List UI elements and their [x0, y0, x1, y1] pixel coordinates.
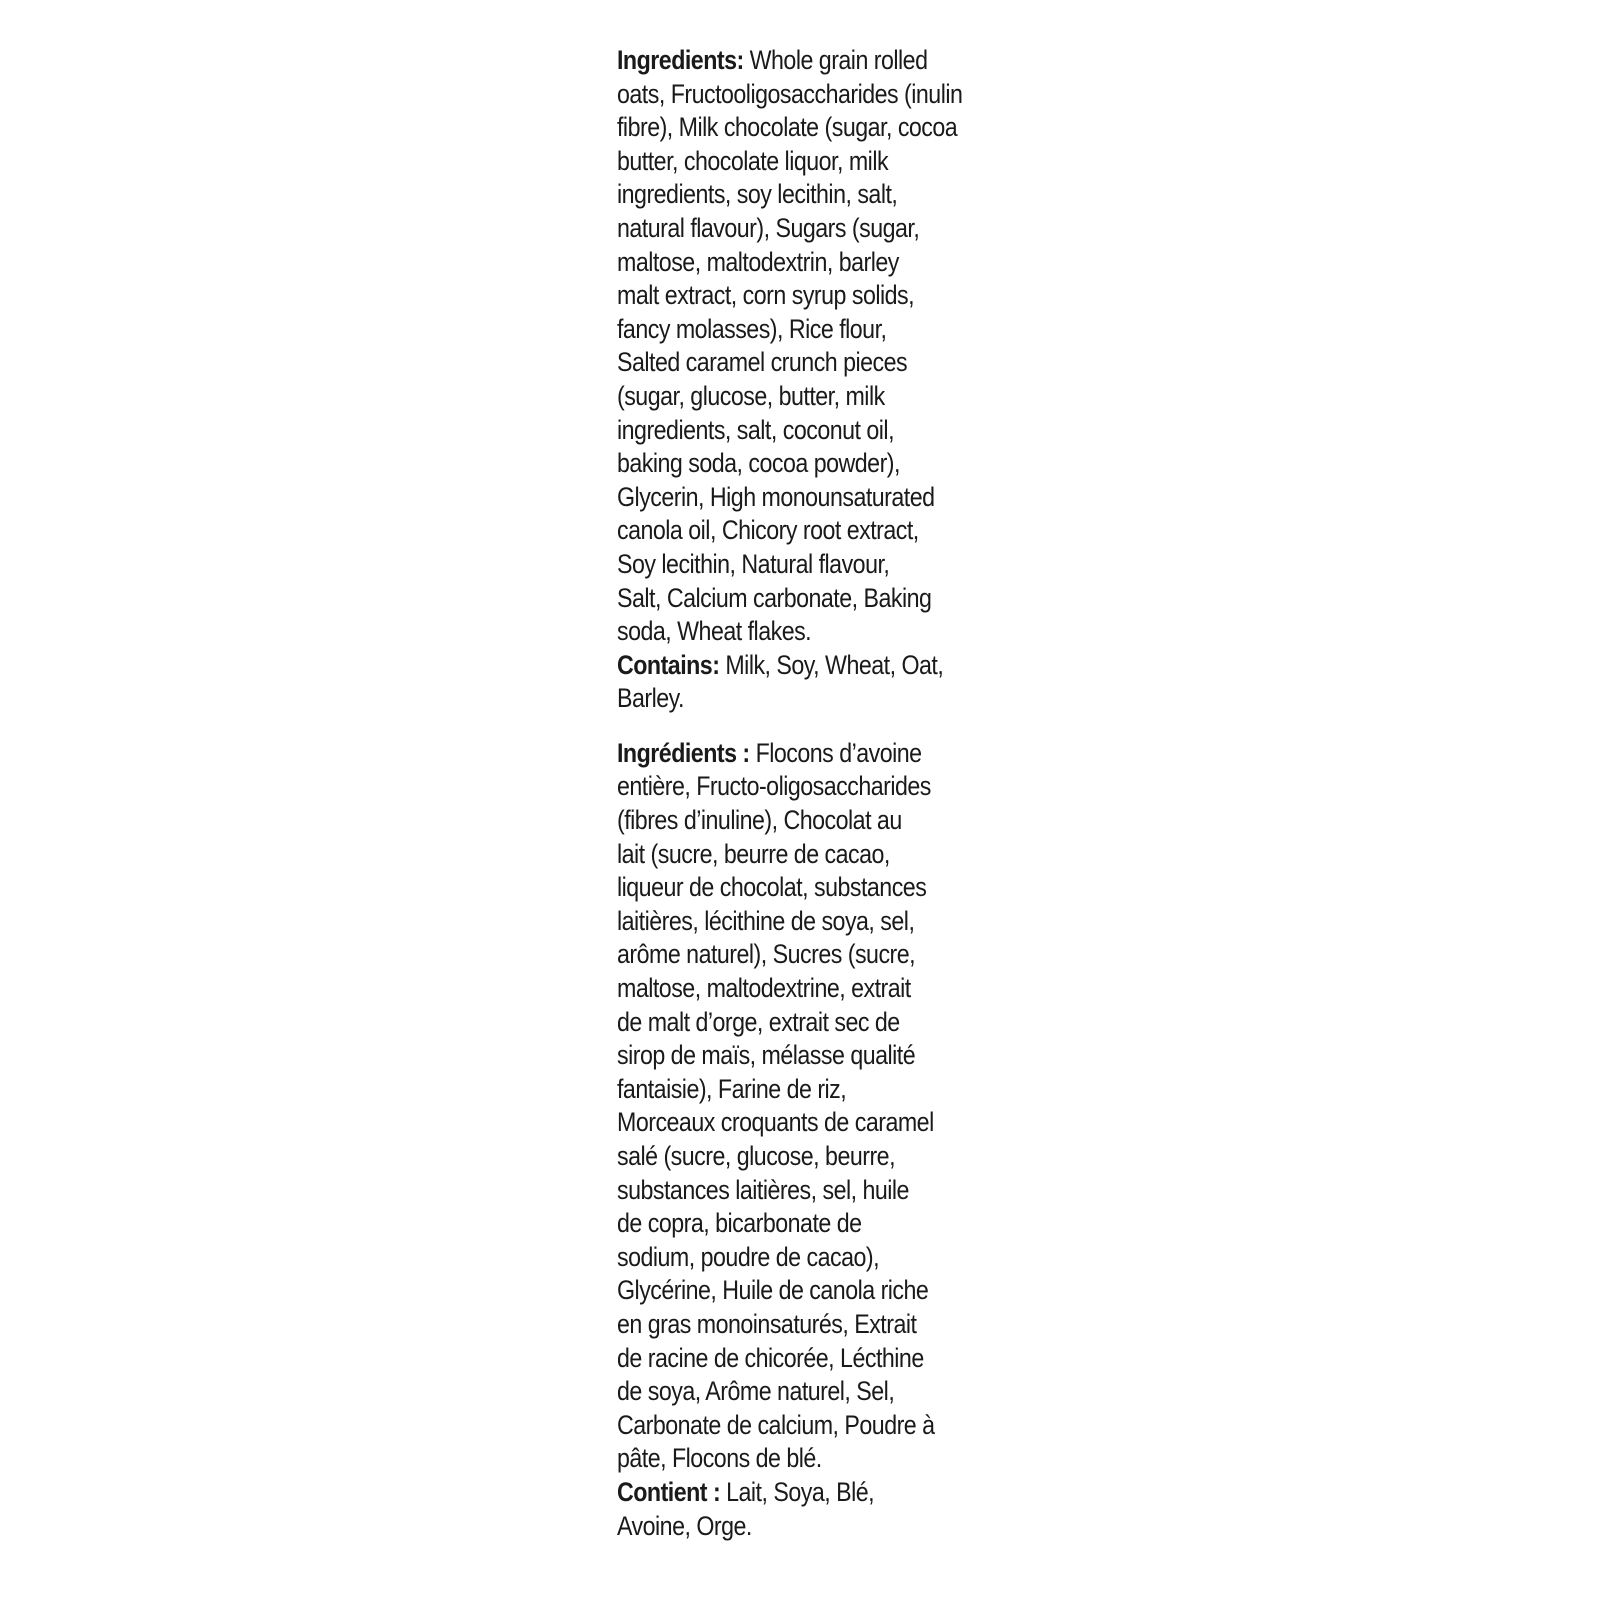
english-ingredients-line: natural flavour), Sugars (sugar, [617, 212, 920, 243]
english-ingredients-line: ingredients, soy lecithin, salt, [617, 179, 898, 210]
english-ingredients-line: Ingredients: Whole grain rolled [617, 45, 928, 75]
french-ingredients-line: Carbonate de calcium, Poudre à [617, 1409, 935, 1440]
french-ingredients-line: liqueur de chocolat, substances [617, 872, 927, 903]
french-ingredients-block [617, 737, 1001, 1543]
english-ingredients-line: Salt, Calcium carbonate, Baking [617, 582, 932, 613]
english-ingredients-line: Soy lecithin, Natural flavour, [617, 548, 890, 579]
french-ingredients-line: en gras monoinsaturés, Extrait [617, 1308, 917, 1339]
ingredients-label-panel [617, 44, 1001, 1543]
french-ingredients-line: pâte, Flocons de blé. [617, 1443, 822, 1474]
english-contains-line: Contains: Milk, Soy, Wheat, Oat, [617, 649, 944, 680]
english-contains-heading: Contains: [617, 649, 720, 680]
english-ingredients-line: baking soda, cocoa powder), [617, 448, 900, 479]
french-ingredients-line: arôme naturel), Sucres (sucre, [617, 939, 916, 970]
french-ingredients-line: salé (sucre, glucose, beurre, [617, 1141, 896, 1171]
french-ingredients-line: de soya, Arôme naturel, Sel, [617, 1376, 895, 1407]
french-ingredients-line: sodium, poudre de cacao), [617, 1241, 880, 1272]
french-ingredients-line: laitières, lécithine de soya, sel, [617, 905, 915, 936]
french-ingredients-heading: Ingrédients : [617, 737, 750, 768]
english-ingredients-line: fancy molasses), Rice flour, [617, 313, 887, 344]
french-ingredients-line: de racine de chicorée, Lécthine [617, 1342, 924, 1373]
french-contains-line: Avoine, Orge. [617, 1510, 752, 1541]
english-ingredients-heading: Ingredients: [617, 45, 744, 75]
french-ingredients-line: fantaisie), Farine de riz, [617, 1073, 847, 1104]
french-ingredients-line: Glycérine, Huile de canola riche [617, 1275, 929, 1306]
english-ingredients-line: soda, Wheat flakes. [617, 616, 812, 647]
english-ingredients-line: Salted caramel crunch pieces [617, 347, 908, 378]
english-ingredients-line: maltose, maltodextrin, barley [617, 246, 899, 277]
english-ingredients-line: ingredients, salt, coconut oil, [617, 414, 895, 445]
english-ingredients-line: (sugar, glucose, butter, milk [617, 380, 885, 411]
french-ingredients-line: de copra, bicarbonate de [617, 1208, 862, 1239]
french-ingredients-line: Ingrédients : Flocons d’avoine [617, 737, 922, 768]
french-ingredients-line: substances laitières, sel, huile [617, 1174, 909, 1205]
english-ingredients-paragraph [617, 44, 1001, 716]
french-ingredients-line: maltose, maltodextrine, extrait [617, 973, 911, 1004]
english-ingredients-block [617, 44, 1001, 716]
english-ingredients-line: malt extract, corn syrup solids, [617, 280, 915, 311]
english-ingredients-line: canola oil, Chicory root extract, [617, 515, 919, 546]
english-ingredients-line: fibre), Milk chocolate (sugar, cocoa [617, 112, 958, 143]
french-contains-line: Contient : Lait, Soya, Blé, [617, 1476, 875, 1507]
english-ingredients-line: butter, chocolate liquor, milk [617, 145, 889, 176]
french-ingredients-line: sirop de maïs, mélasse qualité [617, 1040, 916, 1071]
french-ingredients-line: entière, Fructo-oligosaccharides [617, 771, 931, 802]
french-contains-heading: Contient : [617, 1476, 721, 1507]
english-ingredients-line: oats, Fructooligosaccharides (inulin [617, 78, 963, 109]
english-ingredients-line: Glycerin, High monounsaturated [617, 481, 935, 512]
french-ingredients-line: Morceaux croquants de caramel [617, 1107, 934, 1138]
french-ingredients-line: lait (sucre, beurre de cacao, [617, 838, 890, 869]
french-ingredients-paragraph [617, 737, 1001, 1543]
french-ingredients-line: (fibres d’inuline), Chocolat au [617, 805, 902, 836]
english-contains-line: Barley. [617, 683, 684, 714]
french-ingredients-line: de malt d’orge, extrait sec de [617, 1006, 900, 1037]
